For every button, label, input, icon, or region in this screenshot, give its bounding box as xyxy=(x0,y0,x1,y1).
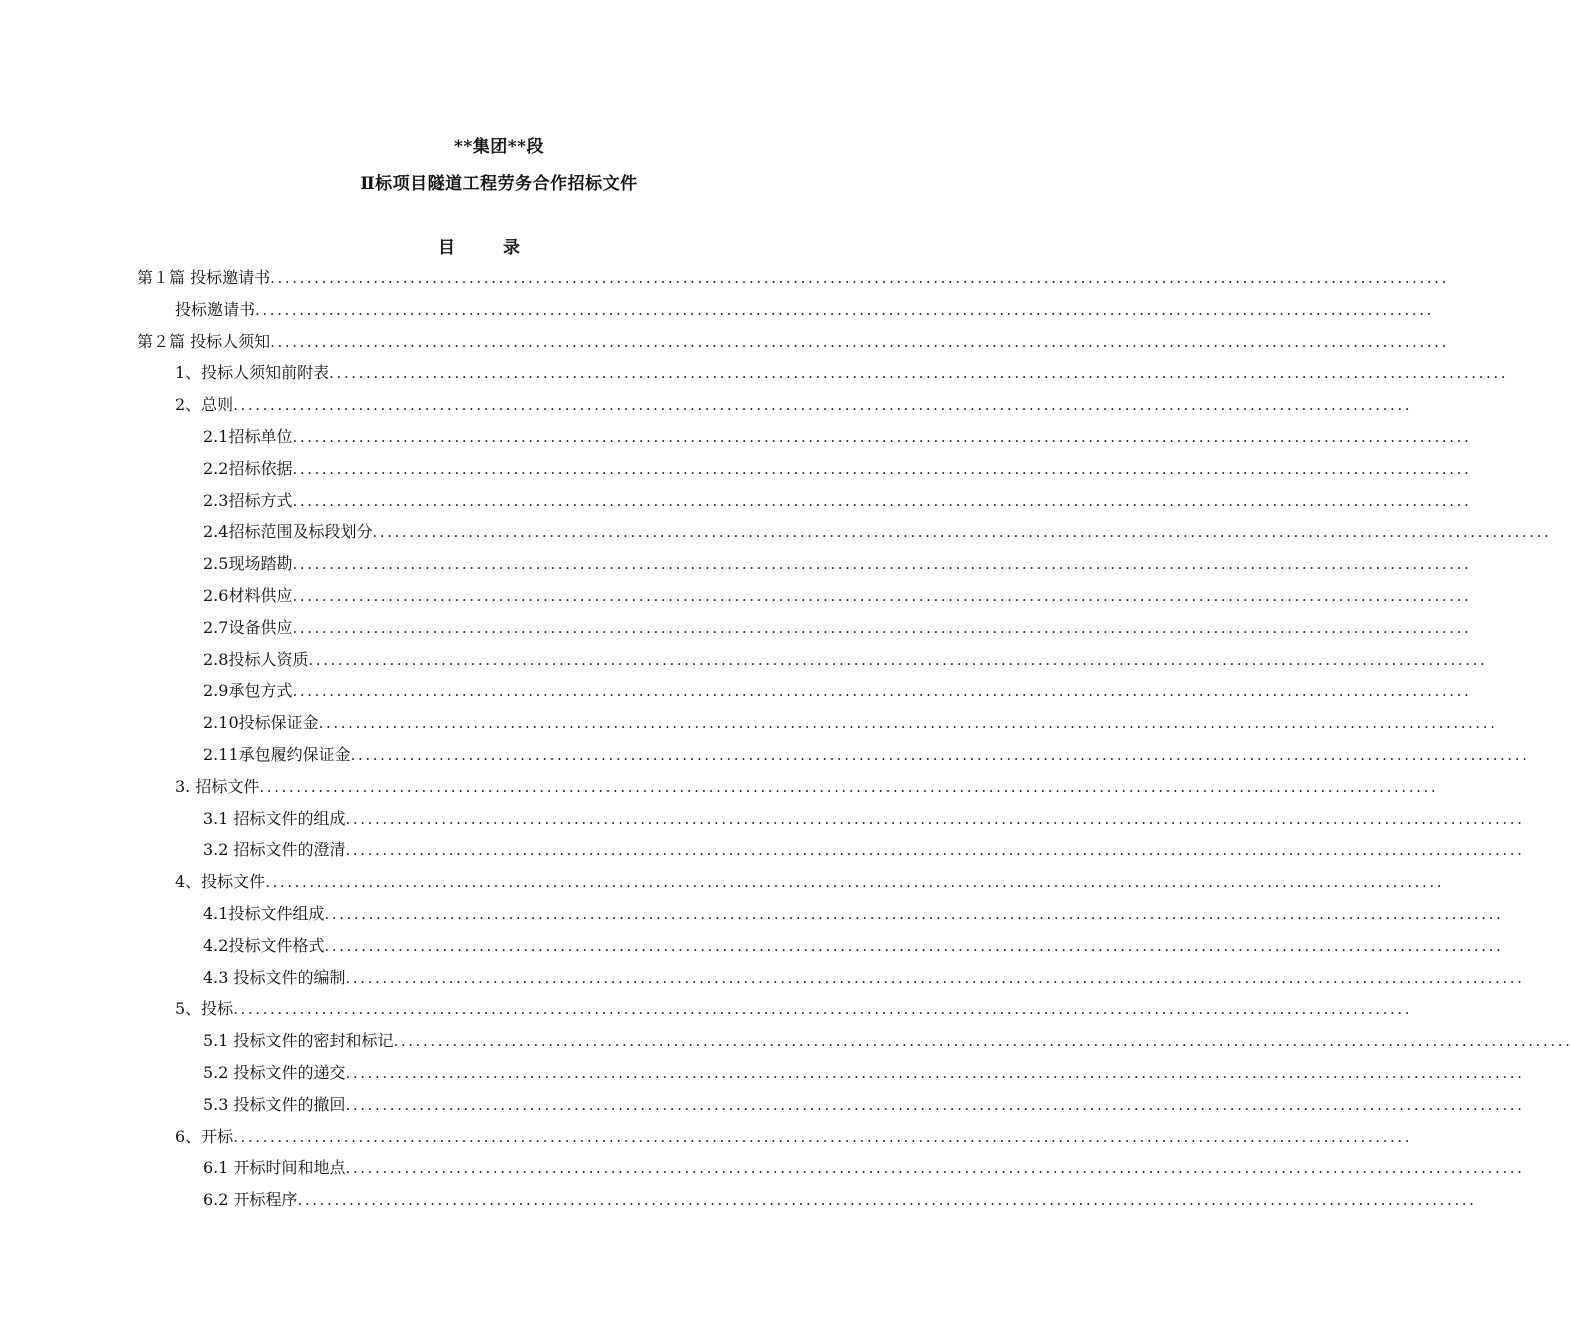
toc-entry[interactable] xyxy=(203,580,1472,612)
toc-entry-label: 第１篇 投标邀请书 xyxy=(137,268,271,287)
toc-entry[interactable] xyxy=(137,326,1449,358)
toc-entry-label: 2.11承包履约保证金 xyxy=(203,745,351,764)
toc-dot-leader: ................................................................................................................................................................ xyxy=(372,523,1552,542)
toc-dot-leader: ................................................................................................................................................................ xyxy=(345,1159,1525,1178)
toc-entry[interactable] xyxy=(175,771,1439,803)
toc-dot-leader: ................................................................................................................................................................ xyxy=(345,968,1525,987)
toc-dot-leader: ................................................................................................................................................................ xyxy=(233,1127,1413,1146)
toc-dot-leader: ................................................................................................................................................................ xyxy=(292,682,1472,701)
toc-dot-leader: ................................................................................................................................................................ xyxy=(292,555,1472,574)
toc-entry[interactable] xyxy=(203,962,1525,994)
toc-entry[interactable] xyxy=(203,1057,1525,1089)
toc-entry-label: 3.1 招标文件的组成 xyxy=(203,808,346,828)
toc-entry-label: 2.6材料供应 xyxy=(203,586,293,605)
toc-dot-leader: ................................................................................................................................................................ xyxy=(233,396,1413,415)
toc-entry[interactable] xyxy=(203,803,1525,835)
toc-entry[interactable] xyxy=(203,675,1472,707)
toc-dot-leader: ................................................................................................................................................................ xyxy=(292,587,1472,605)
toc-entry[interactable] xyxy=(203,739,1530,771)
toc-dot-leader: ................................................................................................................................................................ xyxy=(292,459,1472,478)
toc-dot-leader: ................................................................................................................................................................ xyxy=(292,618,1472,637)
toc-entry-label: 2.4招标范围及标段划分 xyxy=(203,522,373,542)
toc-dot-leader: ................................................................................................................................................................ xyxy=(345,1095,1525,1114)
toc-entry-label: 5.2 投标文件的递交 xyxy=(203,1063,346,1082)
toc-entry-label: 4.2投标文件格式 xyxy=(203,935,325,955)
toc-dot-leader: ................................................................................................................................................................ xyxy=(292,428,1472,446)
toc-entry[interactable] xyxy=(203,485,1472,517)
toc-entry-label: 2.10投标保证金 xyxy=(203,713,319,733)
toc-entry-label: 2.9承包方式 xyxy=(203,681,293,701)
toc-dot-leader: ................................................................................................................................................................ xyxy=(329,364,1509,383)
toc-entry[interactable] xyxy=(203,421,1472,453)
toc-entry[interactable] xyxy=(137,262,1449,294)
toc-entry-label: 2、总则 xyxy=(175,395,234,415)
toc-entry[interactable] xyxy=(175,389,1413,421)
toc-entry[interactable] xyxy=(203,644,1488,676)
toc-dot-leader: ................................................................................................................................................................ xyxy=(270,269,1449,287)
toc-dot-leader: ................................................................................................................................................................ xyxy=(393,1032,1572,1051)
toc-entry[interactable] xyxy=(175,294,1434,326)
document-title-line2: Ⅱ标项目隧道工程劳务合作招标文件 xyxy=(360,174,638,194)
toc-entry-label: 2.1招标单位 xyxy=(203,427,293,446)
toc-dot-leader: ................................................................................................................................................................ xyxy=(345,809,1525,828)
toc-entry[interactable] xyxy=(203,707,1498,739)
toc-entry-label: 3.2 招标文件的澄清 xyxy=(203,840,346,860)
toc-dot-leader: ................................................................................................................................................................ xyxy=(255,300,1434,319)
toc-entry-label: 6.1 开标时间和地点 xyxy=(203,1158,346,1178)
toc-heading: 目录 xyxy=(438,238,568,258)
toc-dot-leader: ................................................................................................................................................................ xyxy=(308,650,1488,669)
document-title-line1: **集团**段 xyxy=(453,137,545,157)
toc-entry-label: 4.3 投标文件的编制 xyxy=(203,967,346,987)
toc-entry-label: 2.3招标方式 xyxy=(203,490,293,510)
toc-dot-leader: ................................................................................................................................................................ xyxy=(324,905,1504,923)
toc-entry[interactable] xyxy=(203,1025,1572,1057)
toc-entry[interactable] xyxy=(203,453,1472,485)
toc-entry-label: 2.2招标依据 xyxy=(203,458,293,478)
toc-entry[interactable] xyxy=(203,548,1472,580)
toc-entry[interactable] xyxy=(175,357,1509,389)
toc-entry[interactable] xyxy=(203,930,1504,962)
toc-entry[interactable] xyxy=(203,1184,1477,1216)
toc-dot-leader: ................................................................................................................................................................ xyxy=(318,714,1498,733)
toc-dot-leader: ................................................................................................................................................................ xyxy=(270,332,1449,351)
toc-entry[interactable] xyxy=(203,612,1472,644)
toc-entry-label: 1、投标人须知前附表 xyxy=(175,363,330,383)
toc-dot-leader: ................................................................................................................................................................ xyxy=(345,841,1525,860)
toc-entry-label: 5.3 投标文件的撤回 xyxy=(203,1094,346,1114)
toc-dot-leader: ................................................................................................................................................................ xyxy=(297,1191,1477,1210)
toc-entry[interactable] xyxy=(203,834,1525,866)
toc-dot-leader: ................................................................................................................................................................ xyxy=(350,746,1530,764)
toc-entry-label: 2.7设备供应 xyxy=(203,617,293,637)
toc-entry-label: 投标邀请书 xyxy=(175,299,256,319)
toc-entry-label: 3. 招标文件 xyxy=(175,776,260,796)
toc-dot-leader: ................................................................................................................................................................ xyxy=(259,777,1439,796)
toc-entry[interactable] xyxy=(203,898,1504,930)
toc-entry-label: 6、开标 xyxy=(175,1126,234,1146)
toc-entry[interactable] xyxy=(175,1121,1413,1153)
toc-entry-label: 6.2 开标程序 xyxy=(203,1190,298,1210)
toc-entry[interactable] xyxy=(203,1152,1525,1184)
toc-entry-label: 5、投标 xyxy=(175,999,234,1019)
toc-entry-label: 2.5现场踏勘 xyxy=(203,554,293,574)
toc-dot-leader: ................................................................................................................................................................ xyxy=(292,491,1472,510)
toc-dot-leader: ................................................................................................................................................................ xyxy=(233,1000,1413,1019)
toc-dot-leader: ................................................................................................................................................................ xyxy=(345,1064,1525,1082)
toc-entry-label: 2.8投标人资质 xyxy=(203,649,309,669)
toc-entry-label: 4、投标文件 xyxy=(175,872,266,892)
toc-entry[interactable] xyxy=(203,516,1552,548)
toc-entry-label: 5.1 投标文件的密封和标记 xyxy=(203,1031,394,1051)
toc-dot-leader: ................................................................................................................................................................ xyxy=(324,936,1504,955)
toc-entry[interactable] xyxy=(175,993,1413,1025)
toc-dot-leader: ................................................................................................................................................................ xyxy=(265,873,1445,892)
toc-entry-label: 第２篇 投标人须知 xyxy=(137,331,271,351)
toc-entry[interactable] xyxy=(175,866,1445,898)
toc-entry[interactable] xyxy=(203,1089,1525,1121)
toc-entry-label: 4.1投标文件组成 xyxy=(203,904,325,923)
